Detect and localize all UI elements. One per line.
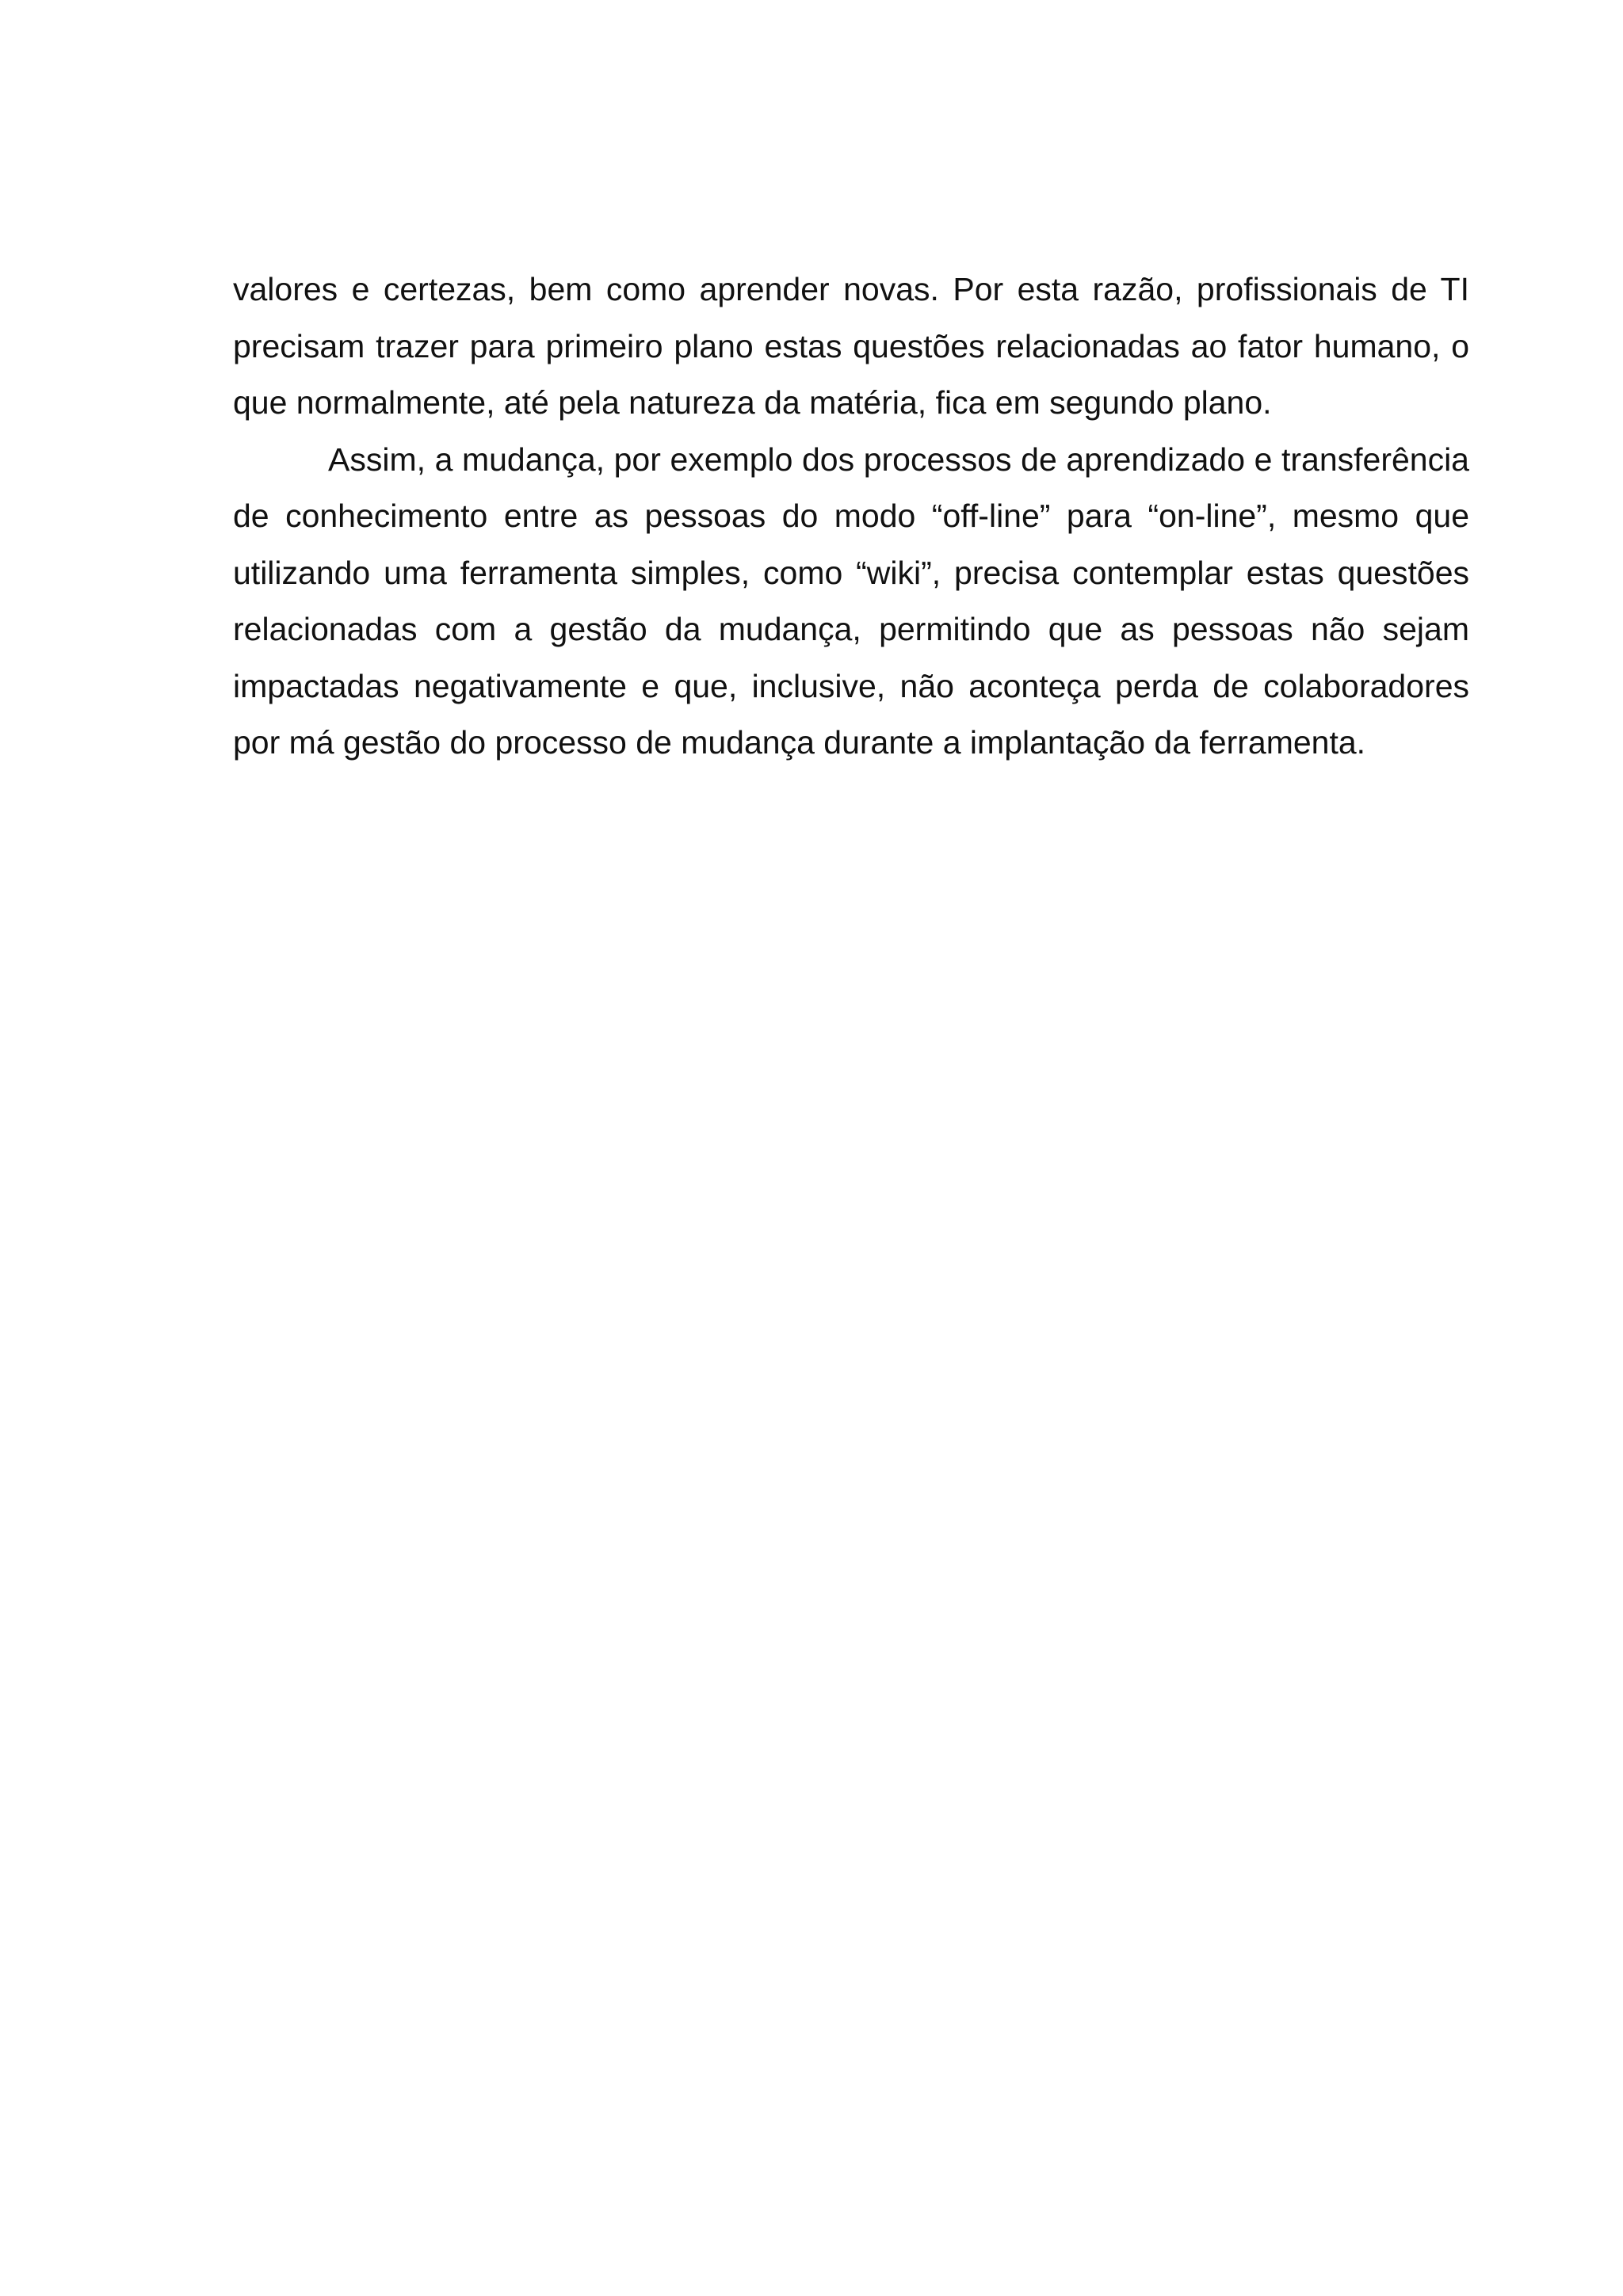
body-text [233,261,1469,772]
paragraph-change-management: Assim, a mudança, por exemplo dos processos de aprendizado e transferência de conhecimento entre as pessoas do modo “off-line” para “on-line”, mesmo que utilizando uma ferramenta simples, como “wiki”, precisa contemplar estas questões relacionadas com a gestão da mudança, permitindo que as pessoas não sejam impactadas negativamente e que, inclusive, não aconteça perda de colaboradores por má gestão do processo de mudança durante a implantação da ferramenta. [233,441,1469,761]
paragraph-continuation: valores e certezas, bem como aprender novas. Por esta razão, profissionais de TI precisam trazer para primeiro plano estas questões relacionadas ao fator humano, o que normalmente, até pela natureza da matéria, fica em segundo plano. [233,271,1469,421]
